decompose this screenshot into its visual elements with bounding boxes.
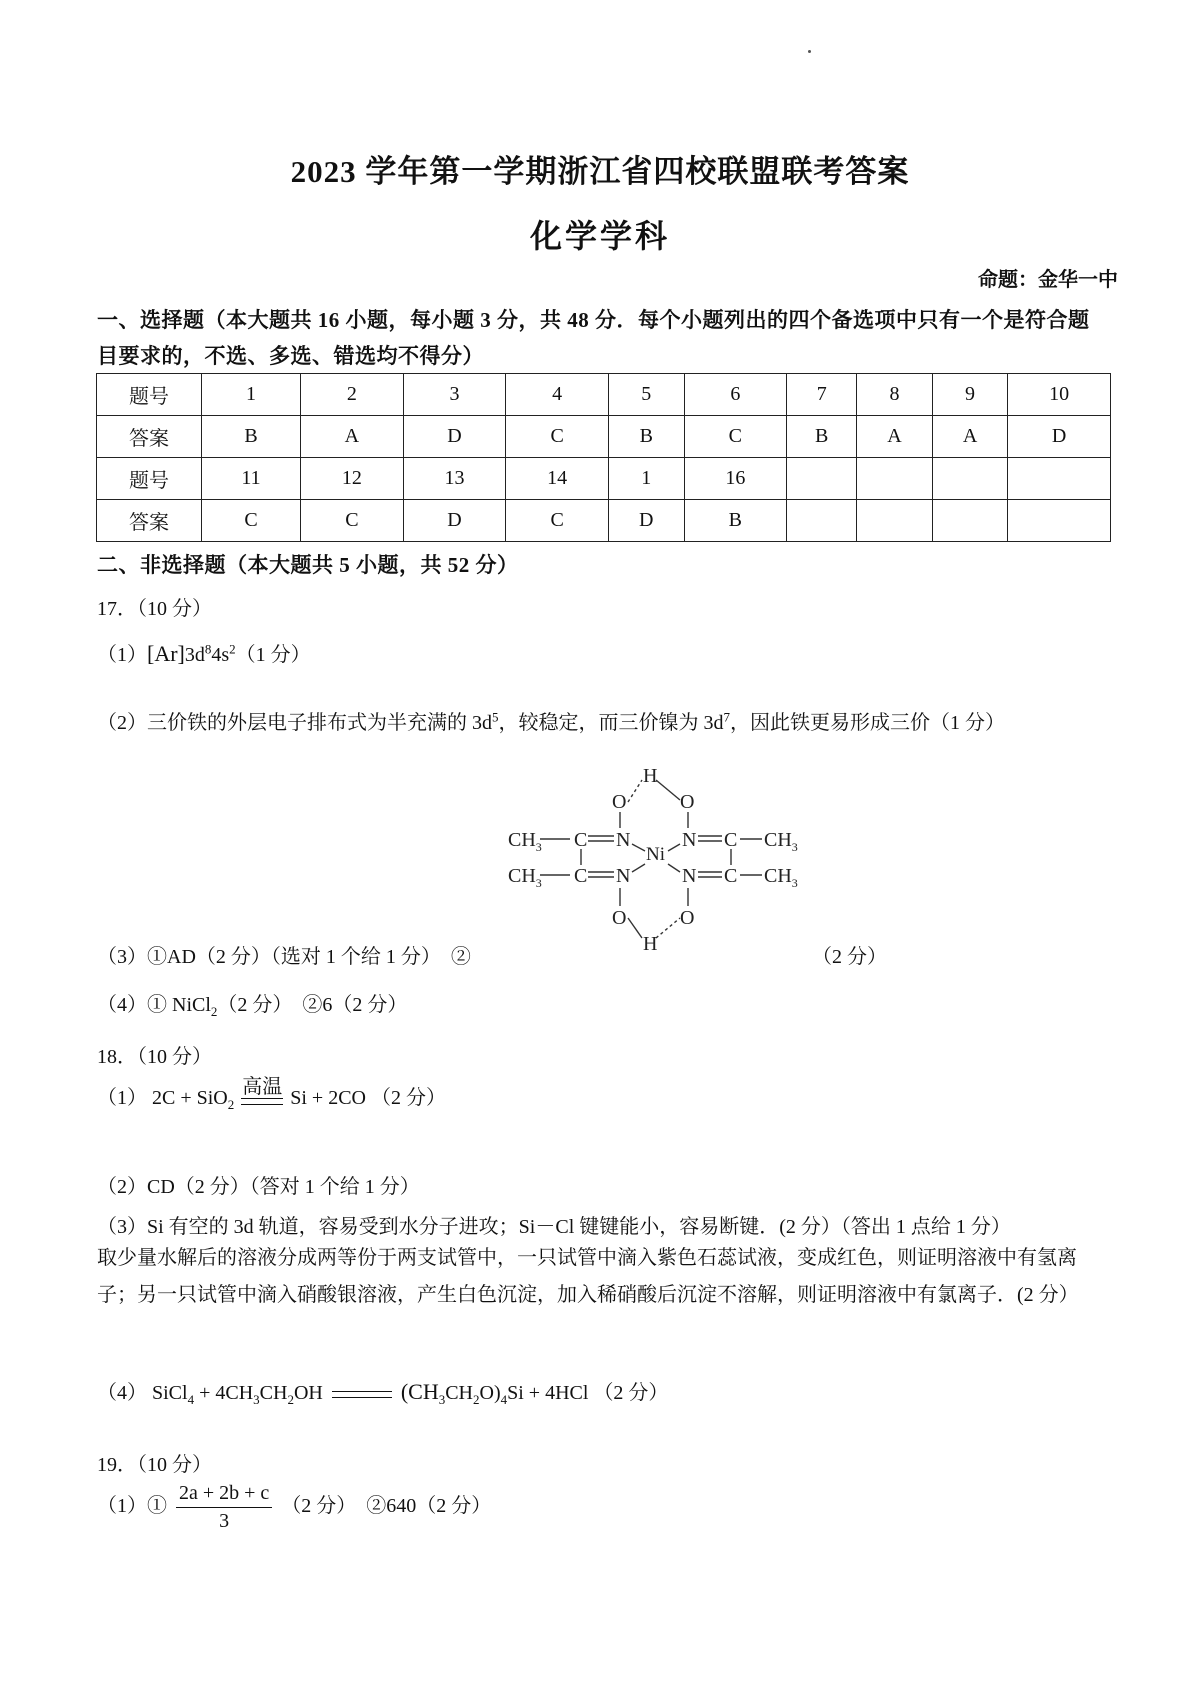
section2-heading: 二、非选择题（本大题共 5 小题，共 52 分） [97, 553, 519, 577]
answer-cell: D [1008, 416, 1111, 458]
answer-cell: C [684, 416, 787, 458]
answer-cell: B [608, 416, 684, 458]
question-number-cell: 12 [301, 458, 404, 500]
question-number-cell: 7 [787, 374, 857, 416]
struct-n-bl: N [616, 865, 631, 887]
q17-part3: （3）①AD（2 分）（选对 1 个给 1 分） ② [97, 946, 471, 968]
struct-ch3-tr: $CH_3$ [764, 829, 798, 854]
q19-header: 19．（10 分） [97, 1454, 212, 1476]
q19-part1: （1）① $\frac{2a + 2b + c}{3}$ （2 分） ②640（2 分） [97, 1482, 492, 1532]
struct-ni: Ni [646, 844, 665, 865]
nickel-dimethylglyoxime-structure [500, 752, 810, 962]
struct-ch3-tl: $CH_3$ [508, 829, 542, 854]
q18-header: 18．（10 分） [97, 1046, 212, 1068]
answer-cell [857, 500, 933, 542]
q18-part3: （3）Si 有空的 3d 轨道，容易受到水分子进攻；Si－Cl 键键能小，容易断键．(2 分）（答出 1 点给 1 分） [97, 1216, 1011, 1238]
question-number-label: 题号 [97, 374, 202, 416]
q18-part4: （4） SiCl$_4$ + $4CH_3CH_2OH$ $(CH_3CH_2O)_4Si + 4HCl$ （2 分） [97, 1379, 669, 1407]
q18-part3-detail: 取少量水解后的溶液分成两等份于两支试管中，一只试管中滴入紫色石蕊试液，变成红色，则证明溶液中有氢离子；另一只试管中滴入硝酸银溶液，产生白色沉淀，加入稀硝酸后沉淀不溶解，则证明溶液中有氯离子．(2 分） [97, 1247, 1079, 1306]
struct-h-bottom: H [643, 933, 658, 955]
struct-o-tl: O [612, 791, 627, 813]
q17-part4: （4）① NiCl$_2$（2 分） ②6（2 分） [97, 994, 408, 1019]
answer-cell: B [684, 500, 787, 542]
answer-table [96, 373, 1111, 542]
answer-cell: B [202, 416, 301, 458]
question-number-cell: 1 [202, 374, 301, 416]
answer-cell: A [932, 416, 1008, 458]
answer-cell [932, 500, 1008, 542]
q17-header: 17．（10 分） [97, 598, 212, 620]
question-number-cell: 3 [403, 374, 506, 416]
question-number-cell: 9 [932, 374, 1008, 416]
answer-cell: A [857, 416, 933, 458]
q17-part3-score: （2 分） [812, 946, 887, 968]
struct-c-br: C [724, 865, 738, 887]
exam-title: 2023 学年第一学期浙江省四校联盟联考答案 [290, 154, 910, 189]
struct-h-top: H [643, 765, 658, 787]
answer-cell: A [301, 416, 404, 458]
question-number-cell [787, 458, 857, 500]
struct-c-tr: C [724, 829, 738, 851]
answer-label: 答案 [97, 416, 202, 458]
question-number-cell [932, 458, 1008, 500]
answer-cell: D [403, 500, 506, 542]
q17-part2: （2）三价铁的外层电子排布式为半充满的 $3d^5$，较稳定，而三价镍为 $3d^7$，因此铁更易形成三价（1 分） [97, 709, 1005, 734]
question-number-cell: 4 [506, 374, 609, 416]
section1-heading: 一、选择题（本大题共 16 小题，每小题 3 分，共 48 分．每个小题列出的四个备选项中只有一个是符合题目要求的，不选、多选、错选均不得分） [97, 308, 1090, 368]
answer-cell: D [608, 500, 684, 542]
answer-label: 答案 [97, 500, 202, 542]
answer-row [97, 416, 1111, 458]
answer-cell [1008, 500, 1111, 542]
q17-part1: $(1)[Ar]3d^84s^2(1$ 分） [97, 641, 311, 666]
scan-speck [808, 50, 811, 53]
question-number-cell: 16 [684, 458, 787, 500]
answer-cell [787, 500, 857, 542]
struct-n-br: N [682, 865, 697, 887]
question-number-cell: 10 [1008, 374, 1111, 416]
struct-o-tr: O [680, 791, 695, 813]
question-number-cell: 1 [608, 458, 684, 500]
q18-part2: （2）CD（2 分）（答对 1 个给 1 分） [97, 1176, 420, 1198]
struct-o-br: O [680, 907, 695, 929]
answer-cell: B [787, 416, 857, 458]
question-number-row [97, 374, 1111, 416]
question-number-cell: 13 [403, 458, 506, 500]
answer-cell: C [506, 500, 609, 542]
answer-cell: D [403, 416, 506, 458]
subject-title: 化学学科 [529, 218, 670, 254]
struct-c-bl: C [574, 865, 588, 887]
struct-n-tr: N [682, 829, 697, 851]
question-number-cell [1008, 458, 1111, 500]
struct-ch3-bl: $CH_3$ [508, 865, 542, 890]
question-number-cell: 11 [202, 458, 301, 500]
reaction-condition: 高温 [241, 1076, 283, 1113]
question-number-cell: 2 [301, 374, 404, 416]
question-number-cell: 5 [608, 374, 684, 416]
struct-o-bl: O [612, 907, 627, 929]
question-number-cell: 8 [857, 374, 933, 416]
equals-sign [332, 1391, 392, 1398]
question-number-row [97, 458, 1111, 500]
q18-part1: （1） 2C + SiO$_2$ 高温 Si + 2CO （2 分） [97, 1076, 446, 1112]
question-number-cell: 6 [684, 374, 787, 416]
struct-c-tl: C [574, 829, 588, 851]
answer-cell: C [202, 500, 301, 542]
answer-cell: C [301, 500, 404, 542]
question-number-cell [857, 458, 933, 500]
struct-n-tl: N [616, 829, 631, 851]
struct-ch3-br: $CH_3$ [764, 865, 798, 890]
author-line: 命题：金华一中 [978, 269, 1118, 291]
question-number-cell: 14 [506, 458, 609, 500]
question-number-label: 题号 [97, 458, 202, 500]
answer-row [97, 500, 1111, 542]
answer-cell: C [506, 416, 609, 458]
fraction: $\frac{2a + 2b + c}{3}$ [176, 1482, 272, 1533]
